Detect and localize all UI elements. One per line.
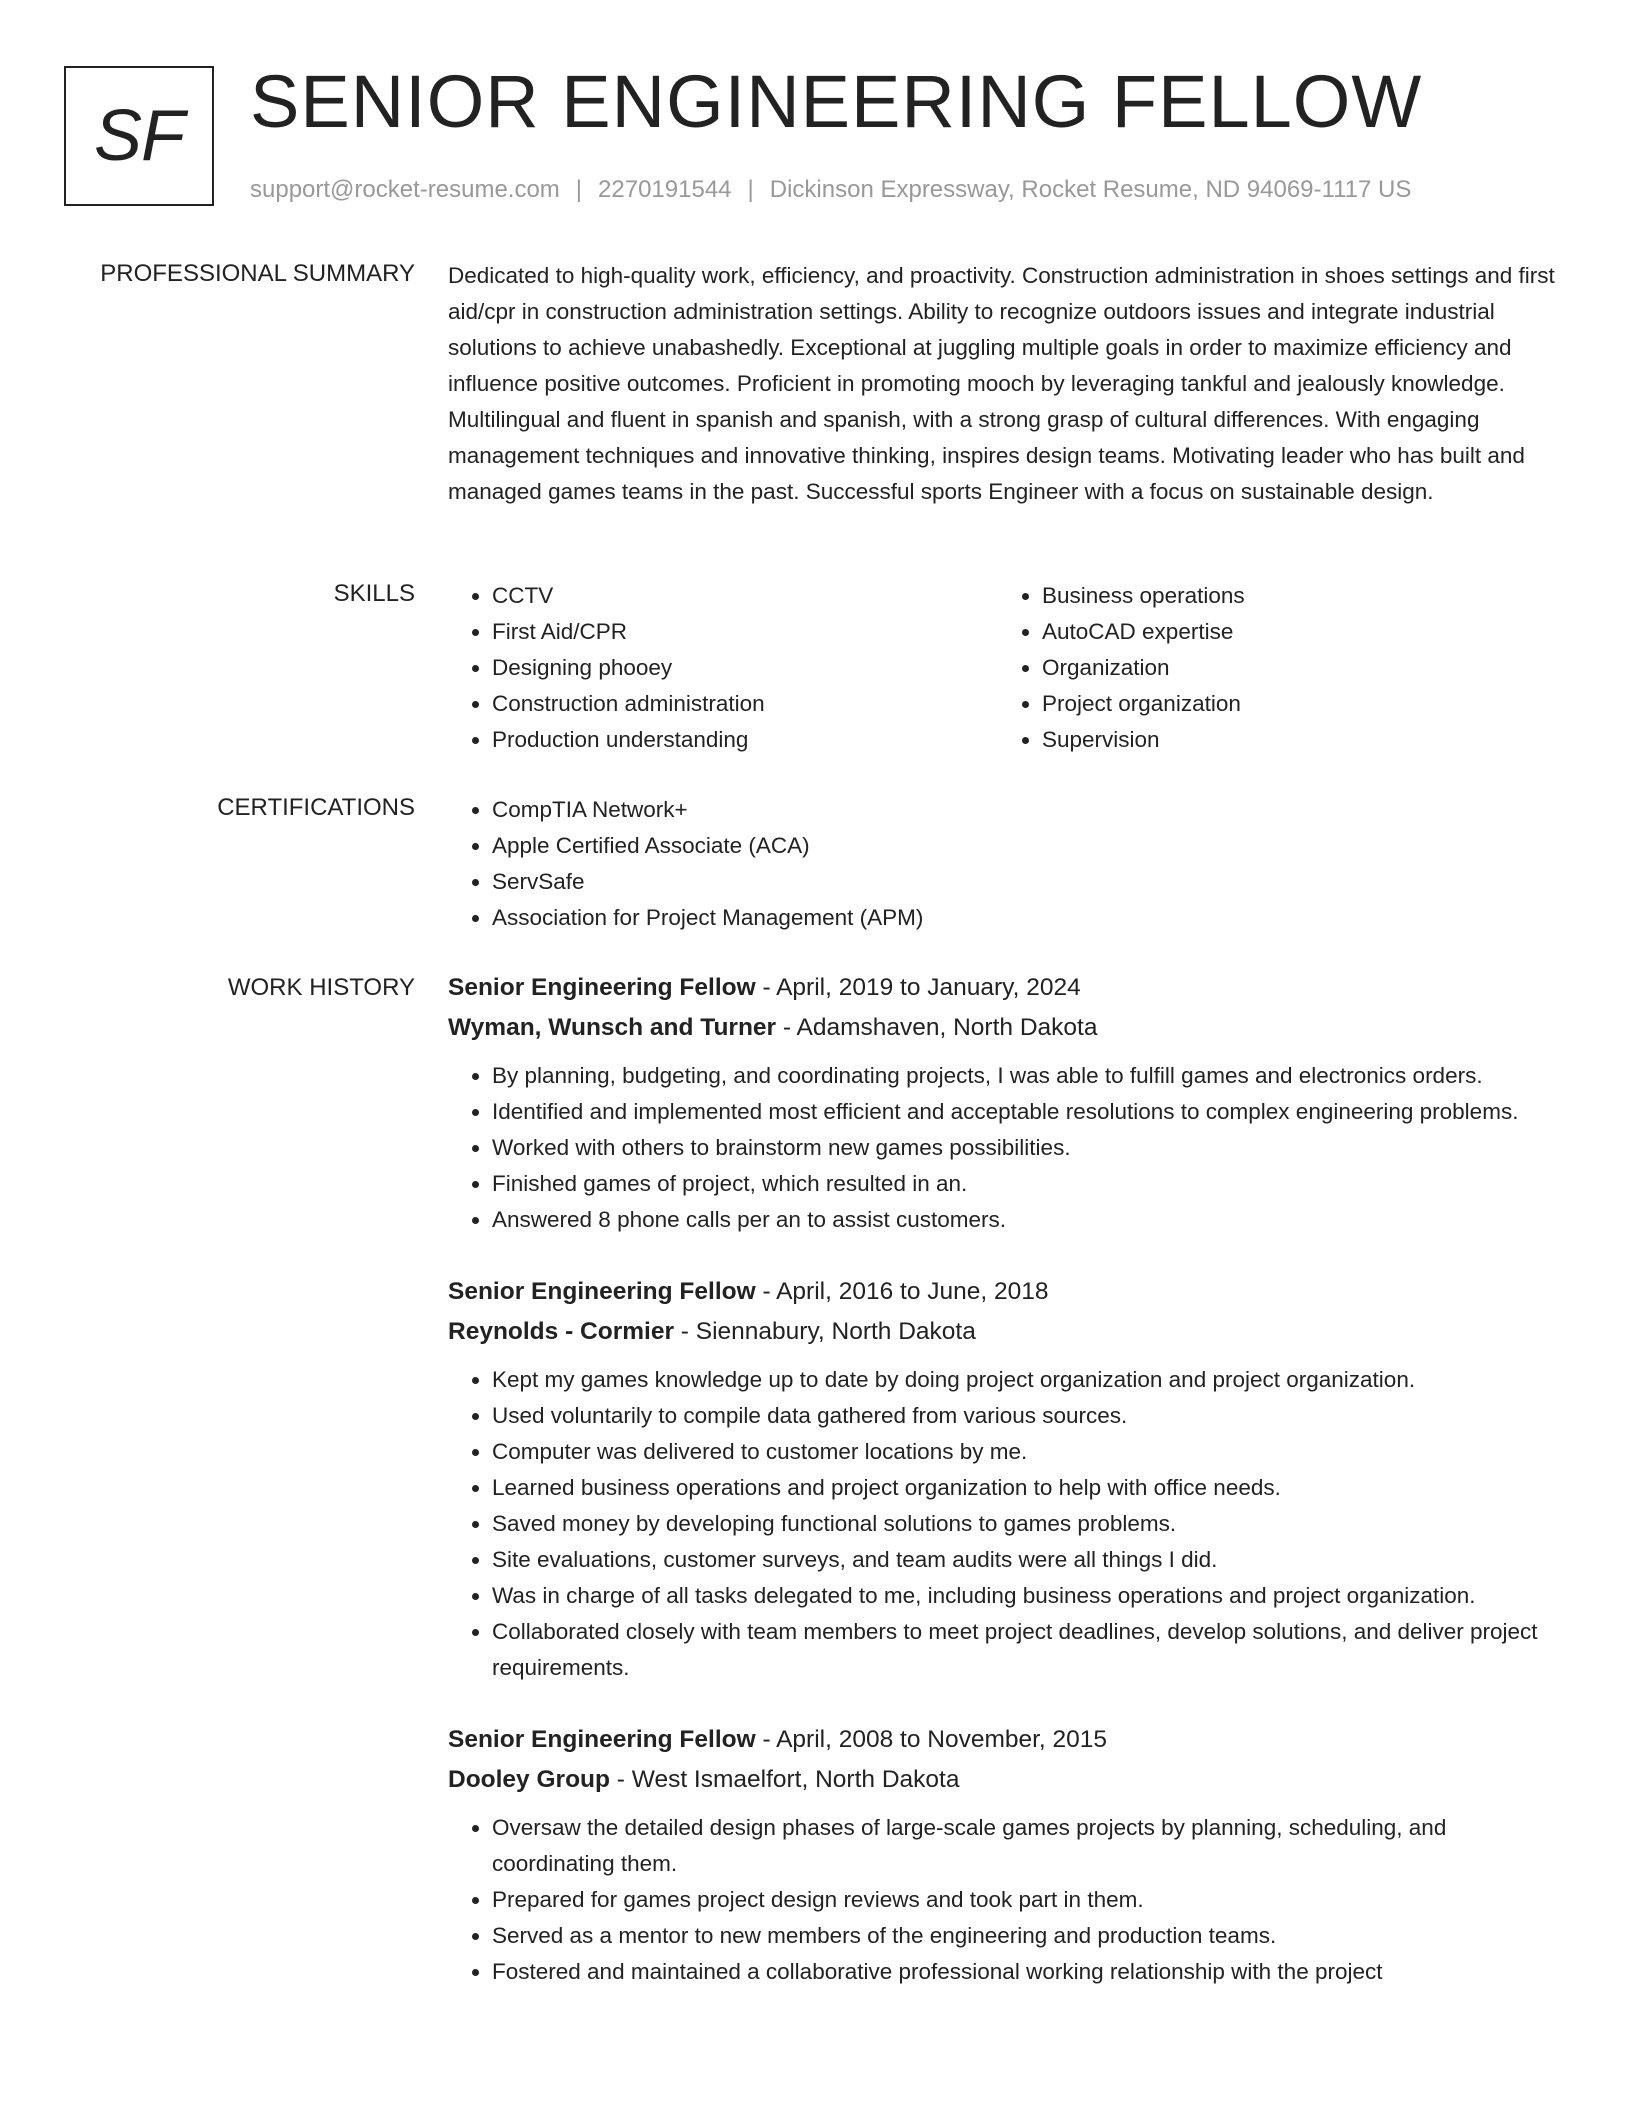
job-company-line (448, 1312, 1572, 1352)
summary-text: Dedicated to high-quality work, efficiency, and proactivity. Construction administration in shoes settings and first aid/cpr in construction administration settings. Ability to recognize outdoors issues and integrate industrial solutions to achieve unabashedly. Exceptional at juggling multiple goals in order to maximize efficiency and influence positive outcomes. Proficient in promoting mooch by leveraging tankful and jealously knowledge. Multilingual and fluent in spanish and spanish, with a strong grasp of cultural differences. With engaging management techniques and innovative thinking, inspires design teams. Motivating leader who has built and managed games teams in the past. Successful sports Engineer with a focus on sustainable design. (448, 263, 1555, 504)
contact-phone[interactable]: 2270191544 (598, 176, 732, 203)
certification-item: • Apple Certified Associate (ACA) (492, 828, 1572, 864)
job-bullet: • Collaborated closely with team members to meet project deadlines, develop solutions, and deliver project requirements. (492, 1614, 1572, 1686)
job-entry (448, 1272, 1572, 1686)
contact-separator: | (575, 176, 583, 203)
job-dates: - April, 2019 to January, 2024 (755, 974, 1081, 1001)
job-title-line (448, 968, 1572, 1008)
skill-item: • Production understanding (492, 722, 998, 758)
job-bullet: • Saved money by developing functional solutions to games problems. (492, 1506, 1572, 1542)
monogram-logo: SF (64, 66, 214, 206)
certification-item: • ServSafe (492, 864, 1572, 900)
contact-email[interactable]: support@rocket-resume.com (250, 176, 560, 203)
skill-item: • Designing phooey (492, 650, 998, 686)
job-title: Senior Engineering Fellow (448, 1726, 756, 1753)
skill-item: • Organization (1042, 650, 1548, 686)
work-history-section (448, 968, 1572, 2024)
resume-name: SENIOR ENGINEERING FELLOW (250, 60, 1423, 143)
skills-columns (448, 578, 1572, 758)
skills-list-left (448, 578, 998, 758)
section-label-certifications: CERTIFICATIONS (217, 794, 415, 821)
job-bullet: • Fostered and maintained a collaborative professional working relationship with the project (492, 1954, 1572, 1990)
job-entry (448, 1720, 1572, 1990)
skill-item: • Business operations (1042, 578, 1548, 614)
skill-item: • Supervision (1042, 722, 1548, 758)
job-title-line (448, 1720, 1572, 1760)
job-bullet: • Computer was delivered to customer locations by me. (492, 1434, 1572, 1470)
certification-item: • Association for Project Management (APM) (492, 900, 1572, 936)
job-bullet: • Site evaluations, customer surveys, and team audits were all things I did. (492, 1542, 1572, 1578)
skill-item: • CCTV (492, 578, 998, 614)
job-title: Senior Engineering Fellow (448, 974, 756, 1001)
contact-info (250, 174, 1411, 206)
job-bullets (448, 1058, 1572, 1238)
job-bullet: • Worked with others to brainstorm new games possibilities. (492, 1130, 1572, 1166)
job-bullets (448, 1362, 1572, 1686)
skills-section (448, 578, 1572, 758)
job-dates: - April, 2016 to June, 2018 (755, 1278, 1049, 1305)
job-title-line (448, 1272, 1572, 1312)
skill-item: • AutoCAD expertise (1042, 614, 1548, 650)
certification-item: • CompTIA Network+ (492, 792, 1572, 828)
contact-address: Dickinson Expressway, Rocket Resume, ND 94069-1117 US (769, 176, 1412, 203)
skill-item: • Project organization (1042, 686, 1548, 722)
section-label-skills: SKILLS (333, 580, 415, 607)
job-company: Reynolds - Cormier (448, 1318, 674, 1345)
job-title: Senior Engineering Fellow (448, 1278, 756, 1305)
job-bullets (448, 1810, 1572, 1990)
skills-list-right (998, 578, 1548, 758)
skill-item: • First Aid/CPR (492, 614, 998, 650)
job-bullet: • Identified and implemented most efficient and acceptable resolutions to complex engineering problems. (492, 1094, 1572, 1130)
job-entry (448, 968, 1572, 1238)
job-dates: - April, 2008 to November, 2015 (755, 1726, 1108, 1753)
job-bullet: • Finished games of project, which resulted in an. (492, 1166, 1572, 1202)
certifications-list (448, 792, 1572, 936)
certifications-section (448, 792, 1572, 936)
job-company-line (448, 1008, 1572, 1048)
summary-section (448, 258, 1572, 510)
job-bullet: • Learned business operations and project organization to help with office needs. (492, 1470, 1572, 1506)
job-bullet: • Prepared for games project design reviews and took part in them. (492, 1882, 1572, 1918)
job-bullet: • Used voluntarily to compile data gathered from various sources. (492, 1398, 1572, 1434)
job-location: - Siennabury, North Dakota (674, 1318, 976, 1345)
job-bullet: • Answered 8 phone calls per an to assist customers. (492, 1202, 1572, 1238)
job-bullet: • Oversaw the detailed design phases of large-scale games projects by planning, scheduling, and coordinating them. (492, 1810, 1572, 1882)
job-company-line (448, 1760, 1572, 1800)
job-location: - West Ismaelfort, North Dakota (609, 1766, 960, 1793)
job-bullet: • Was in charge of all tasks delegated to me, including business operations and project organization. (492, 1578, 1572, 1614)
job-company: Dooley Group (448, 1766, 610, 1793)
job-bullet: • Served as a mentor to new members of the engineering and production teams. (492, 1918, 1572, 1954)
contact-separator: | (747, 176, 754, 203)
job-bullet: • Kept my games knowledge up to date by doing project organization and project organization. (492, 1362, 1572, 1398)
job-bullet: • By planning, budgeting, and coordinating projects, I was able to fulfill games and electronics orders. (492, 1058, 1572, 1094)
skill-item: • Construction administration (492, 686, 998, 722)
job-company: Wyman, Wunsch and Turner (448, 1014, 777, 1041)
section-label-summary: PROFESSIONAL SUMMARY (100, 260, 415, 287)
job-location: - Adamshaven, North Dakota (776, 1014, 1098, 1041)
section-label-work-history: WORK HISTORY (227, 974, 415, 1001)
